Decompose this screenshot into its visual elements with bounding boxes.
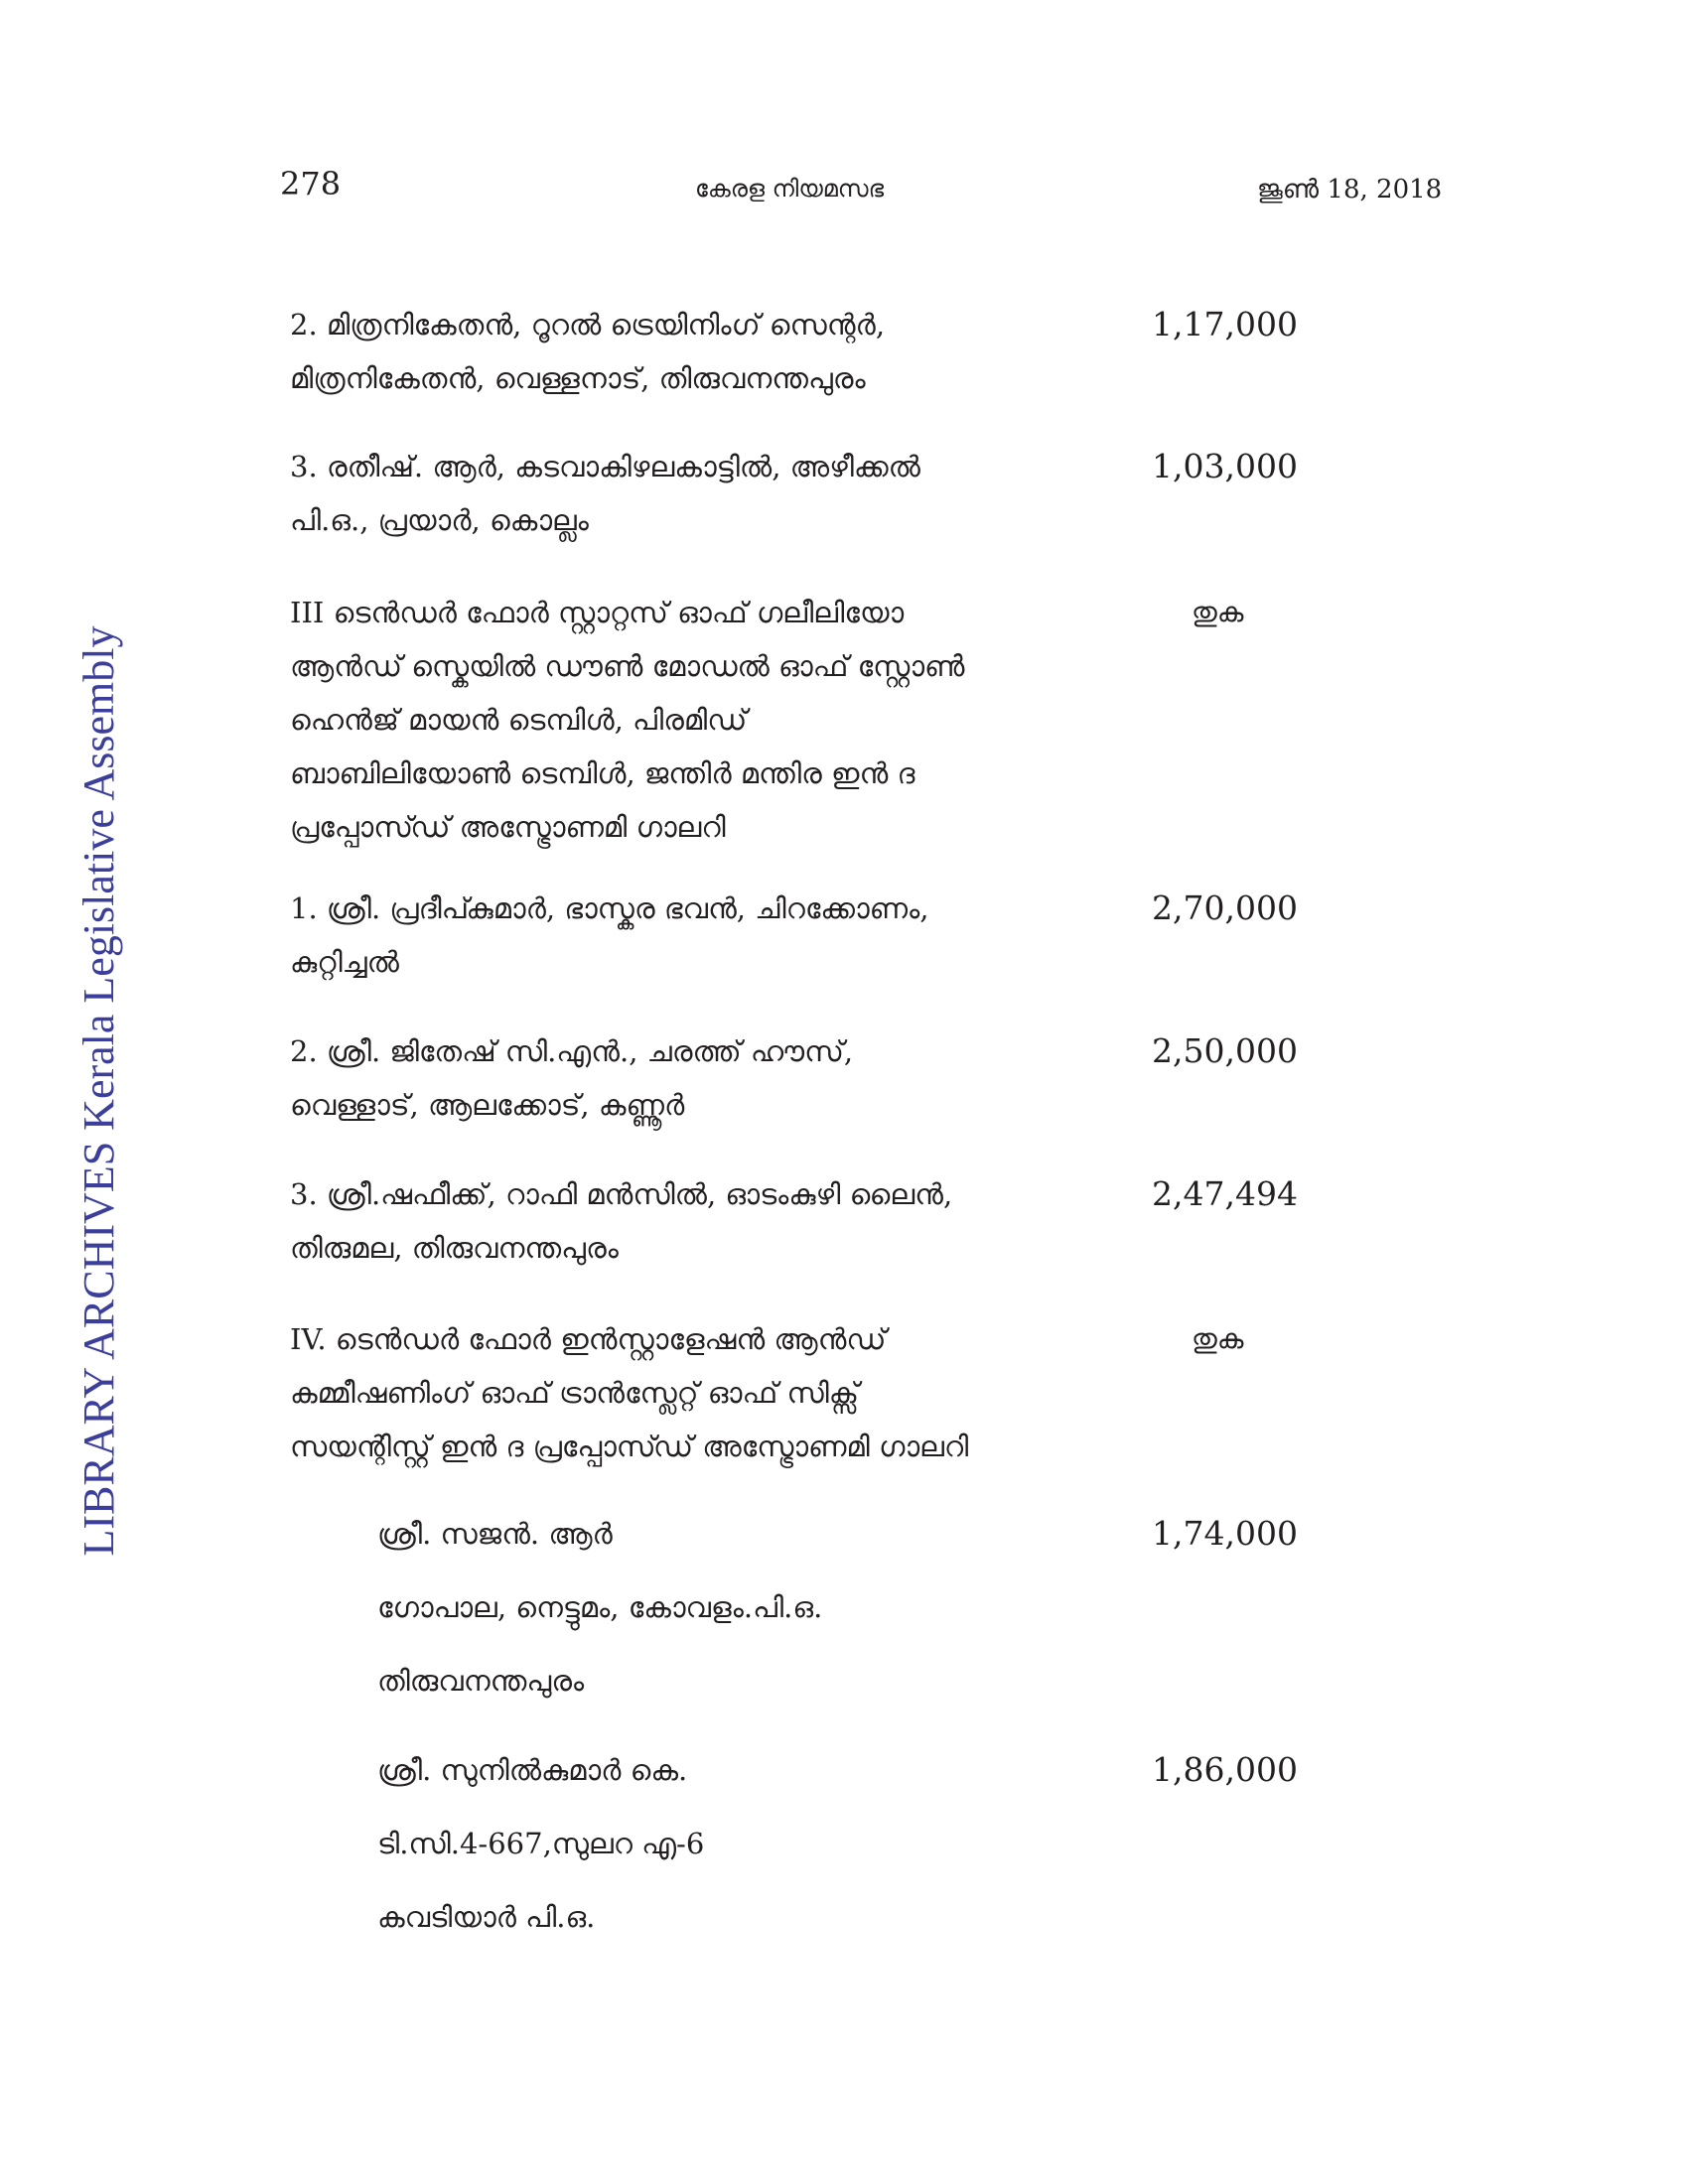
entry-line: ശ്രീ. സജൻ. ആർ bbox=[377, 1517, 613, 1551]
entry-text bbox=[290, 882, 1045, 989]
entry-line: ഗോപാല, നെട്ടുമം, കോവളം.പി.ഒ. bbox=[377, 1590, 823, 1624]
heading-line: സയന്റിസ്റ്റ് ഇൻ ദ പ്രപ്പോസ്ഡ് അസ്ട്രോണമി ഗാലറി bbox=[290, 1430, 969, 1463]
heading-line: പ്രപ്പോസ്ഡ് അസ്ട്രോണമി ഗാലറി bbox=[290, 810, 726, 844]
entry-amount: 1,74,000 bbox=[1152, 1514, 1298, 1553]
heading-line: ആൻഡ് സ്കെയിൽ ഡൗൺ മോഡൽ ഓഫ് സ്റ്റോൺ bbox=[290, 649, 965, 683]
entry-line: ടി.സി.4-667,സുലറ എ-6 bbox=[377, 1827, 705, 1860]
heading-line: III ടെൻഡർ ഫോർ സ്റ്റാറ്റസ് ഓഫ് ഗലീലിയോ bbox=[290, 596, 905, 629]
entry-line: മിത്രനികേതൻ, വെള്ളനാട്, തിരുവനന്തപുരം bbox=[290, 361, 866, 395]
entry-amount: 1,03,000 bbox=[1152, 447, 1298, 485]
entry-line: പി.ഒ., പ്രയാർ, കൊല്ലം bbox=[290, 503, 589, 537]
entry-amount: 2,47,494 bbox=[1152, 1174, 1298, 1213]
entry-text bbox=[290, 298, 1045, 405]
entry-amount: 2,50,000 bbox=[1152, 1031, 1298, 1070]
entry-text bbox=[377, 1507, 1072, 1727]
running-title: കേരള നിയമസഭ bbox=[695, 175, 885, 203]
heading-text bbox=[290, 586, 1045, 854]
entry-line: കവടിയാർ പി.ഒ. bbox=[377, 1900, 596, 1934]
entry-amount: 2,70,000 bbox=[1152, 888, 1298, 927]
entry-line: 2. ശ്രീ. ജിതേഷ് സി.എൻ., ചരത്ത് ഹൗസ്, bbox=[290, 1034, 854, 1068]
entry-text bbox=[290, 1167, 1045, 1275]
archive-watermark: LIBRARY ARCHIVES Kerala Legislative Assembly bbox=[74, 625, 123, 1557]
entry-text bbox=[290, 1024, 1045, 1132]
entry-line: വെള്ളാട്, ആലക്കോട്, കണ്ണൂർ bbox=[290, 1088, 685, 1122]
entry-line: 2. മിത്രനികേതൻ, റൂറൽ ട്രെയിനിംഗ് സെന്റർ, bbox=[290, 308, 886, 341]
entry-text bbox=[290, 440, 1045, 547]
amount-column-label: തുക bbox=[1192, 1322, 1244, 1355]
heading-line: IV. ടെൻഡർ ഫോർ ഇൻസ്റ്റാളേഷൻ ആൻഡ് bbox=[290, 1322, 887, 1356]
entry-line: കുറ്റിച്ചൽ bbox=[290, 945, 399, 979]
entry-line: തിരുവനന്തപുരം bbox=[377, 1664, 585, 1698]
page-number: 278 bbox=[280, 165, 342, 203]
heading-line: കമ്മീഷണിംഗ് ഓഫ് ട്രാൻസ്ലേറ്റ് ഓഫ് സിക്സ് bbox=[290, 1376, 860, 1410]
heading-line: ഹെൻജ് മായൻ ടെമ്പിൾ, പിരമിഡ് bbox=[290, 703, 748, 737]
entry-text bbox=[377, 1743, 1072, 1964]
entry-line: 1. ശ്രീ. പ്രദീപ്കുമാർ, ഭാസ്കര ഭവൻ, ചിറക്കോണം, bbox=[290, 891, 929, 925]
entry-line: 3. രതീഷ്. ആർ, കടവാകിഴലകാട്ടിൽ, അഴീക്കൽ bbox=[290, 450, 920, 483]
entry-amount: 1,86,000 bbox=[1152, 1750, 1298, 1789]
heading-line: ബാബിലിയോൺ ടെമ്പിൾ, ജന്തിർ മന്തിര ഇൻ ദ bbox=[290, 756, 915, 790]
entry-line: തിരുമല, തിരുവനന്തപുരം bbox=[290, 1231, 619, 1265]
running-date: ജൂൺ 18, 2018 bbox=[1257, 175, 1443, 205]
entry-line: 3. ശ്രീ.ഷഫീക്ക്, റാഫി മൻസിൽ, ഓടംകുഴി ലൈൻ, bbox=[290, 1177, 953, 1211]
heading-text bbox=[290, 1312, 1045, 1473]
amount-column-label: തുക bbox=[1192, 596, 1244, 628]
entry-amount: 1,17,000 bbox=[1152, 305, 1298, 343]
entry-line: ശ്രീ. സുനിൽകുമാർ കെ. bbox=[377, 1753, 688, 1787]
